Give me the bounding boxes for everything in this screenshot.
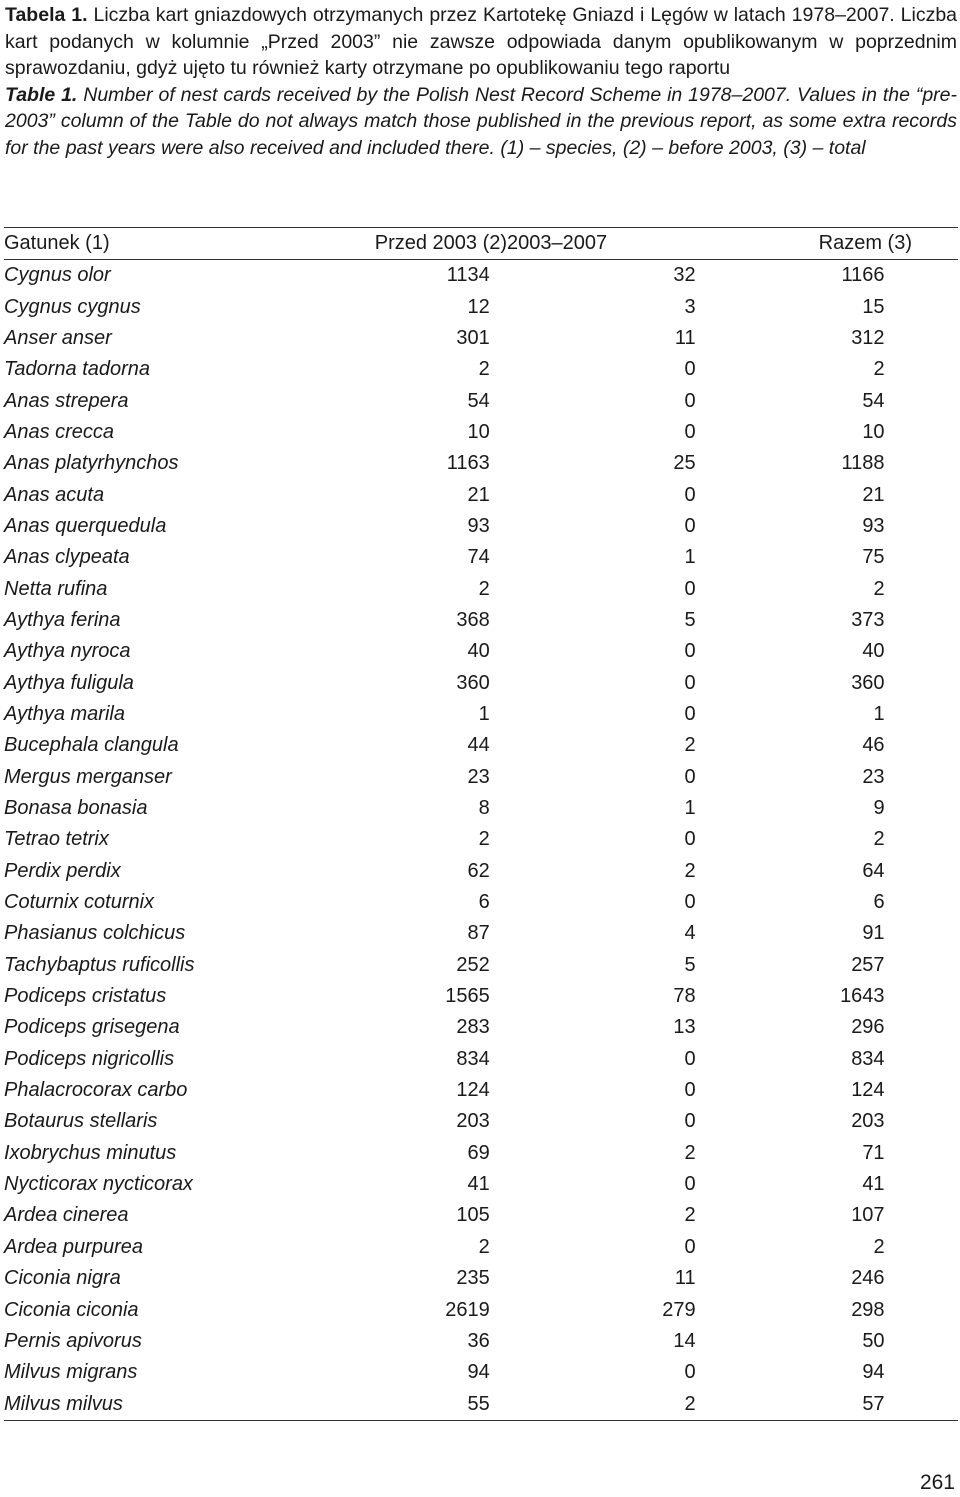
cell-spacer [885,573,958,604]
cell-total: 75 [862,546,885,569]
cell-species: Tetrao tetrix [4,828,109,851]
cell-spacer [885,323,958,354]
cell-before-2003: 12 [467,295,490,318]
cell-total: 50 [862,1329,885,1352]
cell-before-2003: 105 [456,1204,490,1227]
cell-spacer [490,323,507,354]
cell-species: Aythya ferina [4,608,121,631]
cell-spacer [490,260,507,292]
cell-2003-2007: 78 [673,985,696,1008]
cell-total: 41 [862,1173,885,1196]
caption-english-label: Table 1. [5,83,78,106]
cell-2003-2007: 2 [684,734,696,757]
table-row [4,1388,958,1420]
cell-total: 93 [862,514,885,537]
cell-before-2003: 8 [478,797,490,820]
caption-polish-text: Liczba kart gniazdowych otrzymanych przez Kartotekę Gniazd i Lęgów w latach 1978–2007. Liczba kart podanych w kolumnie „Przed 2003” nie zawsze odpowiada danym opublikowanym w poprzednim sprawozdaniu, gdyż ujęto tu również karty otrzymane po opublikowaniu tego raportu [5,4,958,79]
cell-2003-2007: 1 [684,797,696,820]
cell-before-2003: 1565 [445,985,490,1008]
cell-spacer [885,950,958,981]
table-row [4,1138,958,1169]
cell-species: Anas platyrhynchos [4,452,179,475]
cell-2003-2007: 0 [684,1361,696,1384]
table-row [4,542,958,573]
cell-spacer [885,699,958,730]
cell-before-2003: 69 [467,1141,490,1164]
cell-species: Netta rufina [4,577,108,600]
cell-species: Milvus milvus [4,1388,375,1420]
cell-species: Phalacrocorax carbo [4,1079,188,1102]
cell-species: Cygnus olor [4,264,111,287]
cell-spacer [490,1200,507,1231]
cell-spacer [490,824,507,855]
cell-species: Anas clypeata [4,546,130,569]
header-2003-2007: 2003–2007 [507,228,696,260]
cell-2003-2007: 0 [684,702,696,725]
table-row [4,291,958,322]
cell-before-2003: 2 [478,358,490,381]
table-row [4,448,958,479]
cell-2003-2007: 0 [684,483,696,506]
cell-total: 834 [851,1047,885,1070]
cell-spacer [490,1012,507,1043]
table-caption [5,2,957,161]
cell-spacer [490,950,507,981]
table-row [4,699,958,730]
cell-total: 10 [862,420,885,443]
cell-before-2003: 44 [467,734,490,757]
cell-spacer [490,573,507,604]
cell-spacer [885,1200,958,1231]
cell-spacer [885,385,958,416]
cell-total: 91 [862,922,885,945]
cell-spacer [490,918,507,949]
cell-spacer [885,605,958,636]
cell-2003-2007: 2 [684,859,696,882]
cell-2003-2007: 0 [684,891,696,914]
caption-polish [5,2,957,82]
cell-total: 246 [851,1267,885,1290]
cell-spacer [885,511,958,542]
cell-before-2003: 834 [456,1047,490,1070]
cell-spacer [885,667,958,698]
cell-before-2003: 203 [456,1110,490,1133]
cell-spacer [885,260,958,292]
cell-species: Ardea cinerea [4,1204,129,1227]
cell-spacer [490,1263,507,1294]
cell-species: Anas querquedula [4,514,167,537]
cell-total: 298 [851,1298,885,1321]
cell-spacer [490,730,507,761]
cell-spacer [885,1263,958,1294]
cell-spacer [885,824,958,855]
cell-spacer [885,1075,958,1106]
cell-species: Nycticorax nycticorax [4,1173,193,1196]
table-row [4,856,958,887]
table-row [4,824,958,855]
cell-before-2003: 252 [456,953,490,976]
cell-total: 1166 [841,264,885,287]
cell-spacer [490,448,507,479]
cell-spacer [885,730,958,761]
cell-2003-2007: 0 [684,671,696,694]
cell-species: Ciconia nigra [4,1267,121,1290]
cell-spacer [885,856,958,887]
cell-species: Botaurus stellaris [4,1110,158,1133]
cell-spacer [490,354,507,385]
cell-2003-2007: 5 [684,608,696,631]
cell-2003-2007: 14 [673,1329,696,1352]
cell-before-2003: 55 [375,1388,490,1420]
cell-spacer [885,542,958,573]
cell-total: 6 [873,891,885,914]
table-header-row [4,228,958,260]
cell-before-2003: 368 [456,608,490,631]
cell-spacer [490,1138,507,1169]
cell-2003-2007: 2 [684,1204,696,1227]
cell-spacer [490,856,507,887]
cell-spacer [490,699,507,730]
cell-total: 1 [873,702,885,725]
cell-before-2003: 87 [467,922,490,945]
cell-species: Bonasa bonasia [4,797,148,820]
cell-spacer [885,636,958,667]
cell-2003-2007: 0 [684,1047,696,1070]
cell-species: Podiceps nigricollis [4,1047,175,1070]
cell-spacer [490,605,507,636]
cell-spacer [885,918,958,949]
cell-total: 64 [862,859,885,882]
caption-english-text: Number of nest cards received by the Polish Nest Record Scheme in 1978–2007. Values in the “pre-2003” column of the Table do not always match those published in the previous report, as some extra records for the past years were also received and included there. (1) – species, (2) – before 2003, (3) – total [5,83,958,159]
table-row [4,1326,958,1357]
cell-total: 71 [862,1141,885,1164]
cell-total: 46 [862,734,885,757]
table-row [4,573,958,604]
cell-2003-2007: 0 [684,1079,696,1102]
table-row [4,511,958,542]
table-row [4,1169,958,1200]
cell-spacer [490,1357,507,1388]
table-row [4,1294,958,1325]
cell-2003-2007: 4 [684,922,696,945]
cell-species: Mergus merganser [4,765,172,788]
cell-before-2003: 1163 [446,452,490,475]
cell-total: 15 [862,295,885,318]
cell-spacer [490,385,507,416]
nest-cards-table [4,227,958,1421]
cell-2003-2007: 0 [684,765,696,788]
cell-spacer [885,417,958,448]
cell-species: Anas strepera [4,389,129,412]
table-row [4,323,958,354]
cell-2003-2007: 279 [662,1298,696,1321]
cell-spacer [490,1106,507,1137]
table-row [4,730,958,761]
table-row [4,385,958,416]
cell-spacer [885,1138,958,1169]
cell-before-2003: 124 [456,1079,490,1102]
cell-spacer [490,1169,507,1200]
table-row [4,793,958,824]
cell-species: Milvus migrans [4,1361,138,1384]
cell-2003-2007: 0 [684,828,696,851]
cell-2003-2007: 13 [673,1016,696,1039]
cell-before-2003: 40 [467,640,490,663]
table-row [4,1012,958,1043]
cell-2003-2007: 0 [684,389,696,412]
cell-spacer [885,1326,958,1357]
cell-before-2003: 36 [467,1329,490,1352]
cell-spacer [885,291,958,322]
cell-2003-2007: 0 [684,1235,696,1258]
cell-2003-2007: 1 [684,546,696,569]
cell-total: 107 [851,1204,885,1227]
cell-spacer [490,1044,507,1075]
cell-2003-2007: 0 [684,358,696,381]
cell-spacer [490,762,507,793]
cell-spacer [490,981,507,1012]
cell-before-2003: 283 [456,1016,490,1039]
table-row [4,887,958,918]
cell-2003-2007: 0 [684,514,696,537]
cell-species: Aythya fuligula [4,671,134,694]
cell-2003-2007: 2 [684,1141,696,1164]
cell-total: 2 [873,828,885,851]
table-row [4,1106,958,1137]
table-row [4,1357,958,1388]
cell-species: Ixobrychus minutus [4,1141,177,1164]
table-row [4,950,958,981]
cell-total: 312 [851,326,885,349]
cell-before-2003: 301 [456,326,490,349]
cell-2003-2007: 0 [684,1173,696,1196]
cell-species: Bucephala clangula [4,734,179,757]
cell-2003-2007: 0 [684,1110,696,1133]
cell-species: Podiceps grisegena [4,1016,180,1039]
cell-spacer [885,1012,958,1043]
cell-2003-2007: 11 [674,1267,696,1290]
cell-before-2003: 6 [478,891,490,914]
cell-total: 203 [851,1110,885,1133]
cell-species: Anas acuta [4,483,105,506]
cell-2003-2007: 3 [684,295,696,318]
table-row [4,1232,958,1263]
cell-total: 1643 [840,985,885,1008]
cell-2003-2007: 32 [673,264,696,287]
table-row [4,1044,958,1075]
cell-spacer [885,1044,958,1075]
cell-species: Pernis apivorus [4,1329,142,1352]
header-total: Razem (3) [696,228,958,260]
cell-total: 2 [873,577,885,600]
cell-before-2003: 21 [467,483,490,506]
table-row [4,479,958,510]
cell-before-2003: 2 [478,1235,490,1258]
cell-2003-2007: 0 [684,640,696,663]
cell-before-2003: 360 [456,671,490,694]
caption-english [5,82,957,162]
cell-before-2003: 2 [478,577,490,600]
cell-2003-2007: 11 [674,326,696,349]
cell-spacer [885,1357,958,1388]
cell-spacer [885,479,958,510]
cell-before-2003: 1134 [446,264,490,287]
cell-total: 40 [862,640,885,663]
cell-spacer [885,887,958,918]
header-species: Gatunek (1) [4,228,375,260]
cell-species: Aythya nyroca [4,640,131,663]
cell-species: Anser anser [4,326,112,349]
cell-spacer [885,793,958,824]
cell-total: 9 [873,797,885,820]
cell-species: Podiceps cristatus [4,985,167,1008]
page-number: 261 [919,1471,955,1494]
cell-before-2003: 74 [467,546,490,569]
cell-spacer [490,1075,507,1106]
cell-2003-2007: 5 [684,953,696,976]
cell-spacer [885,981,958,1012]
table-row [4,667,958,698]
table-row [4,636,958,667]
cell-total: 94 [862,1361,885,1384]
table-row [4,1263,958,1294]
cell-spacer [490,542,507,573]
cell-species: Aythya marila [4,702,125,725]
cell-before-2003: 235 [456,1267,490,1290]
table-row [4,260,958,292]
table-row [4,605,958,636]
table-row [4,354,958,385]
table-body [4,260,958,1421]
cell-spacer [885,448,958,479]
cell-species: Phasianus colchicus [4,922,186,945]
cell-total: 1188 [841,452,885,475]
table-row [4,417,958,448]
cell-before-2003: 2 [478,828,490,851]
cell-total: 296 [851,1016,885,1039]
cell-before-2003: 93 [467,514,490,537]
cell-species: Perdix perdix [4,859,121,882]
cell-spacer [490,291,507,322]
cell-total: 360 [851,671,885,694]
cell-spacer [490,1388,507,1420]
cell-spacer [885,1294,958,1325]
cell-2003-2007: 0 [684,420,696,443]
header-before-2003: Przed 2003 (2) [375,228,507,260]
cell-spacer [885,1169,958,1200]
cell-total: 2 [873,1235,885,1258]
cell-species: Ardea purpurea [4,1235,143,1258]
cell-spacer [490,667,507,698]
table-row [4,1200,958,1231]
cell-spacer [490,479,507,510]
cell-before-2003: 23 [467,765,490,788]
cell-before-2003: 41 [467,1173,490,1196]
cell-before-2003: 1 [478,702,490,725]
cell-2003-2007: 0 [684,577,696,600]
table-row [4,918,958,949]
cell-species: Tadorna tadorna [4,358,151,381]
cell-total: 21 [862,483,885,506]
cell-2003-2007: 25 [673,452,696,475]
cell-total: 54 [862,389,885,412]
cell-spacer [885,354,958,385]
cell-spacer [885,1388,958,1420]
cell-species: Coturnix coturnix [4,891,155,914]
cell-spacer [490,887,507,918]
cell-species: Tachybaptus ruficollis [4,953,195,976]
cell-species: Cygnus cygnus [4,295,141,318]
cell-spacer [490,793,507,824]
cell-spacer [490,636,507,667]
cell-spacer [885,1106,958,1137]
cell-spacer [885,762,958,793]
cell-before-2003: 10 [467,420,490,443]
cell-total: 2 [873,358,885,381]
cell-spacer [490,417,507,448]
cell-total: 57 [696,1388,885,1420]
caption-polish-label: Tabela 1. [5,4,88,26]
cell-total: 124 [851,1079,885,1102]
table-row [4,981,958,1012]
cell-spacer [490,511,507,542]
table-row [4,1075,958,1106]
cell-total: 257 [851,953,885,976]
cell-spacer [490,1326,507,1357]
cell-2003-2007: 2 [507,1388,696,1420]
cell-before-2003: 2619 [445,1298,490,1321]
cell-total: 23 [862,765,885,788]
cell-spacer [490,1232,507,1263]
cell-before-2003: 62 [467,859,490,882]
cell-spacer [490,1294,507,1325]
cell-total: 373 [851,608,885,631]
cell-before-2003: 94 [467,1361,490,1384]
cell-before-2003: 54 [467,389,490,412]
table-row [4,762,958,793]
cell-species: Anas crecca [4,420,115,443]
cell-spacer [885,1232,958,1263]
cell-species: Ciconia ciconia [4,1298,139,1321]
